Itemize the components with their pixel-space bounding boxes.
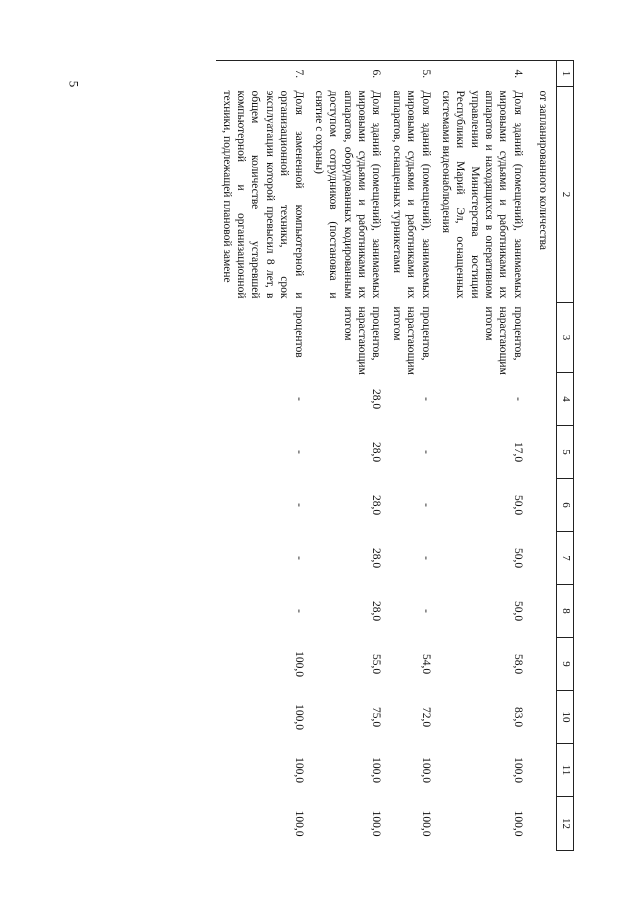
indicator-value: - [511,397,524,401]
indicator-value: 100,0 [419,810,432,837]
indicator-value: 100,0 [511,757,524,783]
table-row [436,61,528,851]
indicator-value: 100,0 [370,810,383,837]
indicator-value: 28,0 [370,600,383,622]
indicator-value: 75,0 [370,706,383,728]
header-cell: 7 [557,532,574,585]
indicator-value: 28,0 [370,388,383,410]
indicator-description: Доля зданий (помещений), занимаемых мировыми судьями и работниками их аппаратов, оборудованных кодированным доступом сотрудников (постановка и снятие с охраны) [313,90,383,299]
unit-of-measure: процентов, нарастающим итогом [483,306,524,375]
indicator-value: 83,0 [511,706,524,728]
indicator-value: - [419,556,432,560]
indicator-value: 100,0 [292,651,305,677]
intro-text: от запланированного количества [537,90,550,250]
indicator-value: 50,0 [511,547,524,569]
row-number: 7. [216,61,308,87]
row-number: 6. [309,61,387,87]
unit-of-measure: процентов, нарастающим итогом [390,306,432,375]
indicator-value: - [292,450,305,454]
header-cell: 8 [557,585,574,638]
indicator-value: - [419,503,432,507]
header-cell: 3 [557,303,574,373]
header-cell: 2 [557,87,574,303]
indicator-value: 58,0 [511,653,524,675]
indicators-table [216,60,574,851]
table-row [309,61,387,851]
indicator-value: 100,0 [292,810,305,837]
indicator-value: - [292,397,305,401]
indicator-value: 17,0 [511,441,524,463]
header-cell: 5 [557,426,574,479]
header-cell: 6 [557,479,574,532]
indicator-value: 50,0 [511,600,524,622]
unit-of-measure: процентов [292,306,305,358]
header-cell: 1 [557,61,574,87]
indicator-description: Доля замененной компьютерной и организационной техники, срок эксплуатации которой превысил 8 лет, в общем количестве устаревшей компьютерной и организационной техники, подлежащей плановой замене [220,90,305,299]
indicator-value: - [292,503,305,507]
header-cell: 12 [557,797,574,851]
row-number: 4. [436,61,528,87]
indicator-value: - [419,397,432,401]
intro-row [528,61,557,851]
indicator-value: 28,0 [370,494,383,516]
header-row [557,61,574,851]
page-number: 5 [66,80,82,88]
indicator-value: 28,0 [370,441,383,463]
indicator-value: 72,0 [419,706,432,728]
indicator-value: - [419,609,432,613]
table-row [387,61,436,851]
indicator-value: 100,0 [511,810,524,837]
indicator-description: Доля зданий (помещений), занимаемых мировыми судьями и работниками их аппаратов, оснащенных турникетами [390,90,432,299]
indicator-value: 100,0 [370,757,383,783]
header-cell: 10 [557,691,574,744]
indicator-description: Доля зданий (помещений), занимаемых мировыми судьями и работниками их аппаратов и находящихся в оперативном управлении Министерства юстиции Республики Марий Эл, оснащенных системами видеонаблюдения [440,90,524,299]
indicator-value: - [419,450,432,454]
row-number: 5. [387,61,436,87]
indicator-value: 54,0 [419,653,432,675]
indicator-value: 55,0 [370,653,383,675]
indicator-value: 100,0 [292,704,305,730]
indicator-value: 50,0 [511,494,524,516]
unit-of-measure: процентов, нарастающим итогом [341,306,383,375]
indicator-value: - [292,609,305,613]
header-cell: 11 [557,744,574,797]
indicator-value: 100,0 [419,757,432,783]
table-body [216,61,573,851]
indicator-value: - [292,556,305,560]
indicator-value: 100,0 [292,757,305,783]
indicator-value: 28,0 [370,547,383,569]
header-cell: 9 [557,638,574,691]
header-cell: 4 [557,373,574,426]
table-row [216,61,308,851]
